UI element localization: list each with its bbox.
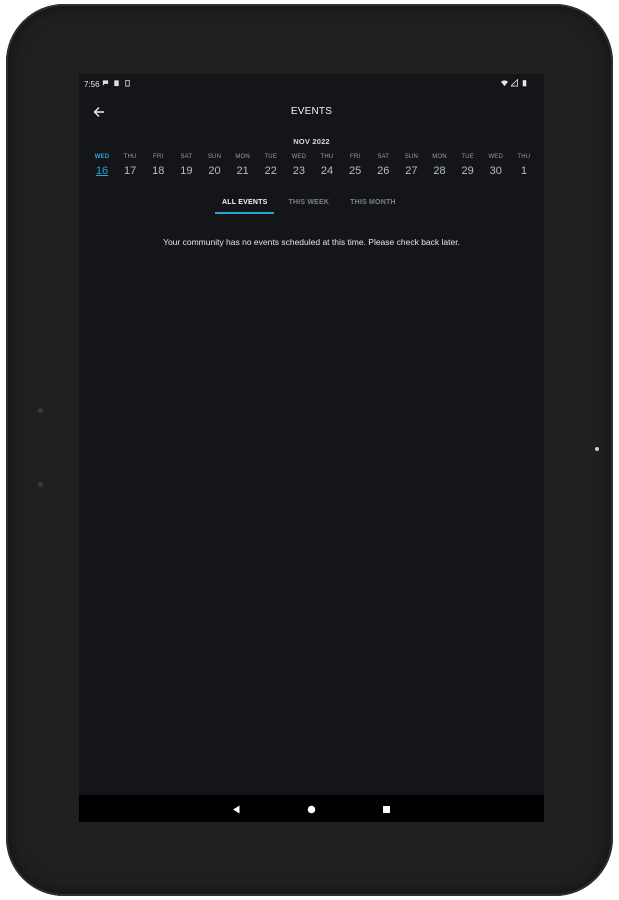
date-cell[interactable] bbox=[173, 154, 199, 184]
indicator-light bbox=[595, 447, 599, 451]
nav-home-button[interactable] bbox=[305, 803, 317, 815]
date-cell[interactable] bbox=[258, 154, 284, 184]
day-number: 24 bbox=[320, 165, 334, 177]
tab-all-events[interactable]: ALL EVENTS bbox=[215, 192, 274, 212]
day-name: TUE bbox=[264, 154, 278, 160]
day-number: 17 bbox=[124, 165, 137, 177]
day-name: MON bbox=[235, 154, 250, 160]
date-cell[interactable] bbox=[483, 154, 509, 184]
sensor-dot bbox=[38, 482, 43, 487]
event-filter-tabs bbox=[215, 192, 403, 214]
message-icon bbox=[102, 79, 109, 87]
signal-icon bbox=[511, 79, 518, 87]
month-label: NOV 2022 bbox=[293, 137, 330, 146]
day-name: THU bbox=[123, 154, 137, 160]
status-bar bbox=[79, 74, 544, 94]
day-number: 27 bbox=[405, 165, 418, 177]
day-name: WED bbox=[488, 154, 504, 160]
day-number: 22 bbox=[264, 165, 277, 177]
day-name: SAT bbox=[377, 154, 390, 160]
date-cell[interactable] bbox=[230, 154, 256, 184]
day-number: 25 bbox=[349, 165, 362, 177]
day-number: 21 bbox=[236, 165, 249, 177]
square-recents-icon bbox=[382, 805, 391, 814]
nav-back-button[interactable] bbox=[230, 803, 242, 815]
empty-state-message: Your community has no events scheduled at this time. Please check back later. bbox=[163, 237, 460, 247]
triangle-back-icon bbox=[232, 805, 241, 814]
day-number: 20 bbox=[208, 165, 221, 177]
date-cell[interactable] bbox=[314, 154, 340, 184]
date-cell[interactable] bbox=[342, 154, 368, 184]
day-name: SAT bbox=[180, 154, 193, 160]
notification-icons bbox=[102, 79, 131, 87]
navigation-bar bbox=[79, 795, 544, 822]
day-number: 26 bbox=[377, 165, 390, 177]
day-number: 23 bbox=[292, 165, 305, 177]
date-cell[interactable] bbox=[427, 154, 453, 184]
date-cell[interactable] bbox=[286, 154, 312, 184]
app-bar bbox=[79, 96, 544, 126]
system-status-icons bbox=[501, 79, 528, 87]
day-number: 28 bbox=[433, 165, 446, 177]
day-name: FRI bbox=[153, 154, 164, 160]
day-number: 30 bbox=[489, 165, 502, 177]
date-cell[interactable] bbox=[455, 154, 481, 184]
date-cell[interactable] bbox=[89, 154, 115, 184]
day-name: MON bbox=[432, 154, 447, 160]
screen bbox=[79, 74, 544, 822]
wifi-icon bbox=[501, 79, 508, 87]
sd-card-icon bbox=[124, 79, 131, 87]
date-cell[interactable] bbox=[145, 154, 171, 184]
clipboard-icon bbox=[113, 79, 120, 87]
circle-home-icon bbox=[307, 805, 316, 814]
tab-this-week[interactable]: THIS WEEK bbox=[288, 198, 330, 206]
day-number: 29 bbox=[461, 165, 474, 177]
day-number: 19 bbox=[180, 165, 193, 177]
date-cell[interactable] bbox=[370, 154, 396, 184]
day-name: FRI bbox=[349, 154, 361, 160]
date-cell[interactable] bbox=[202, 154, 228, 184]
date-strip bbox=[89, 154, 537, 184]
day-name: WED bbox=[94, 154, 110, 160]
tab-this-month[interactable]: THIS MONTH bbox=[350, 198, 396, 206]
date-cell[interactable] bbox=[117, 154, 143, 184]
day-name: THU bbox=[517, 154, 531, 160]
nav-recents-button[interactable] bbox=[380, 803, 392, 815]
day-name: THU bbox=[320, 154, 334, 160]
battery-icon bbox=[521, 79, 528, 87]
day-name: TUE bbox=[461, 154, 474, 160]
day-number: 1 bbox=[520, 165, 527, 177]
date-cell[interactable] bbox=[398, 154, 424, 184]
day-name: WED bbox=[291, 154, 307, 160]
status-time: 7:56 bbox=[84, 80, 100, 89]
day-name: SUN bbox=[404, 154, 419, 160]
date-cell[interactable] bbox=[511, 154, 537, 184]
day-name: SUN bbox=[207, 154, 222, 160]
page-title: EVENTS bbox=[290, 106, 333, 117]
camera-dot bbox=[38, 408, 43, 413]
day-number: 16 bbox=[95, 165, 109, 177]
day-number: 18 bbox=[152, 165, 165, 177]
